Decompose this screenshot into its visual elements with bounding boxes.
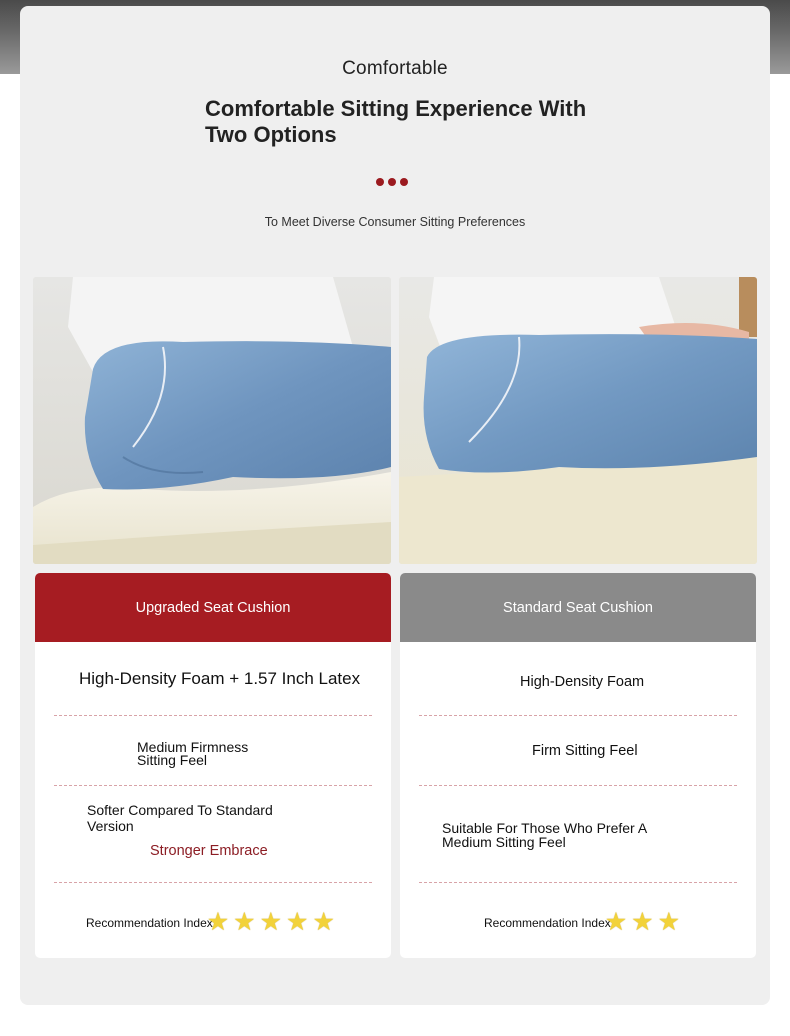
star-icon: ★ xyxy=(233,908,256,936)
upgraded-cushion-photo xyxy=(33,277,391,564)
divider xyxy=(419,785,737,786)
standard-material: High-Density Foam xyxy=(520,674,645,690)
recommendation-label: Recommendation Index xyxy=(484,915,611,930)
standard-option-card xyxy=(400,573,756,958)
star-icon: ★ xyxy=(312,908,335,936)
star-icon: ★ xyxy=(286,908,309,936)
star-icon: ★ xyxy=(206,908,230,936)
star-rating xyxy=(207,910,339,935)
dot-icon xyxy=(400,178,408,186)
standard-cushion-photo xyxy=(399,277,757,564)
standard-firmness: Firm Sitting Feel xyxy=(532,743,638,759)
divider xyxy=(419,715,737,716)
standard-card-header xyxy=(400,573,756,642)
upgraded-card-header xyxy=(35,573,391,642)
section-subline: To Meet Diverse Consumer Sitting Preferences xyxy=(264,215,526,229)
section-headline: Comfortable Sitting Experience With Two Options xyxy=(205,96,587,147)
upgraded-firmness: Medium Firmness Sitting Feel xyxy=(137,739,249,768)
upgraded-option-card xyxy=(35,573,391,958)
dot-icon xyxy=(376,178,384,186)
star-icon: ★ xyxy=(604,908,628,936)
star-icon: ★ xyxy=(631,908,654,936)
star-icon: ★ xyxy=(259,908,283,936)
upgraded-recommendation xyxy=(86,910,339,935)
dot-icon xyxy=(388,178,396,186)
upgraded-note: Softer Compared To Standard Version xyxy=(87,802,273,834)
divider xyxy=(54,715,372,716)
upgraded-highlight: Stronger Embrace xyxy=(150,843,268,859)
upgraded-material: High-Density Foam + 1.57 Inch Latex xyxy=(79,669,361,688)
divider xyxy=(54,882,372,883)
standard-recommendation xyxy=(484,910,684,935)
section-eyebrow: Comfortable xyxy=(342,58,448,79)
star-rating xyxy=(605,910,684,935)
divider xyxy=(54,785,372,786)
upgraded-card-title: Upgraded Seat Cushion xyxy=(135,599,291,616)
decorative-dots xyxy=(376,178,408,186)
star-icon: ★ xyxy=(657,908,681,936)
divider xyxy=(419,882,737,883)
standard-note: Suitable For Those Who Prefer A Medium Sitting Feel xyxy=(442,820,647,850)
standard-card-title: Standard Seat Cushion xyxy=(503,599,653,616)
recommendation-label: Recommendation Index xyxy=(86,915,213,930)
